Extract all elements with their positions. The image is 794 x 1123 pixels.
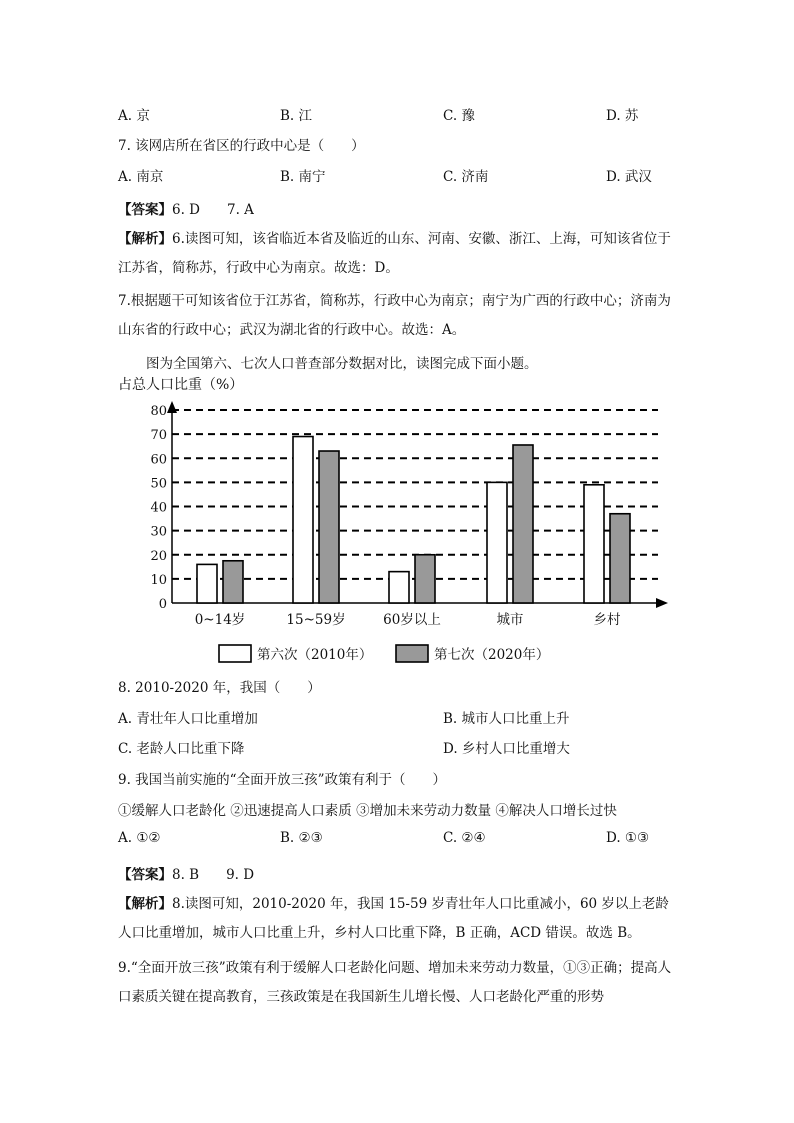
- q9-stem: 9. 我国当前实施的“全面开放三孩”政策有利于（ ）: [118, 772, 446, 788]
- q7-option-a: A. 南京: [118, 169, 164, 185]
- q8-option-b: B. 城市人口比重上升: [443, 711, 570, 727]
- y-tick-label: 20: [150, 548, 167, 564]
- bar-2020: [513, 445, 533, 603]
- y-tick-label: 30: [150, 524, 167, 540]
- chart-intro: 图为全国第六、七次人口普查部分数据对比，读图完成下面小题。: [146, 356, 538, 372]
- analysis-1-paragraph-2: 7.根据题干可知该省位于江苏省，简称苏，行政中心为南京；南宁为广西的行政中心；济南为山东省的行政中心；武汉为湖北省的行政中心。故选：A。: [118, 293, 671, 338]
- q7-option-c: C. 济南: [443, 169, 489, 185]
- bar-2020: [610, 514, 630, 603]
- y-axis-arrow: [167, 401, 177, 413]
- analysis-text: 6.读图可知，该省临近本省及临近的山东、河南、安徽、浙江、上海，可知该省位于江苏省，简称苏，行政中心为南京。故选：D。: [118, 231, 671, 276]
- y-tick-label: 0: [158, 597, 167, 612]
- y-tick-label: 80: [150, 404, 167, 419]
- y-axis-label: 占总人口比重（%）: [118, 377, 244, 393]
- q8-option-a: A. 青壮年人口比重增加: [118, 711, 258, 727]
- q9-option-c: C. ②④: [443, 830, 486, 846]
- bar-2010: [584, 485, 604, 603]
- x-tick-label: 城市: [496, 612, 524, 628]
- x-tick-label: 0~14岁: [194, 612, 246, 628]
- bar-2020: [319, 451, 339, 603]
- y-tick-label: 10: [150, 572, 167, 588]
- y-tick-label: 50: [150, 476, 167, 492]
- legend-swatch-2010: [219, 645, 251, 662]
- y-tick-label: 40: [150, 500, 167, 516]
- legend-label-2020: 第七次（2020年）: [434, 647, 550, 663]
- answer-text: 8. B 9. D: [172, 867, 255, 883]
- x-tick-label: 60岁以上: [383, 612, 441, 628]
- answer-text: 6. D 7. A: [172, 202, 254, 218]
- answer-block-1: [118, 198, 254, 218]
- bar-2010: [197, 564, 217, 603]
- q6-option-c: C. 豫: [443, 108, 475, 124]
- bar-2020: [223, 561, 243, 603]
- bar-2010: [293, 437, 313, 603]
- q9-option-a: A. ①②: [118, 830, 161, 846]
- answer-label: 【答案】: [118, 867, 172, 883]
- q7-stem: 7. 该网店所在省区的行政中心是（ ）: [118, 138, 365, 154]
- analysis-2-paragraph-1: [118, 890, 678, 948]
- population-bar-chart: [118, 375, 678, 675]
- answer-block-2: [118, 863, 254, 883]
- x-tick-label: 乡村: [593, 612, 621, 628]
- q7-option-b: B. 南宁: [280, 169, 326, 185]
- q8-option-d: D. 乡村人口比重增大: [443, 741, 570, 757]
- answer-label: 【答案】: [118, 202, 172, 218]
- legend-swatch-2020: [396, 645, 428, 662]
- q6-option-b: B. 江: [280, 108, 313, 124]
- q9-option-b: B. ②③: [280, 830, 323, 846]
- y-tick-label: 60: [150, 452, 167, 468]
- q6-option-a: A. 京: [118, 108, 150, 124]
- y-tick-label: 70: [150, 428, 167, 444]
- bar-2010: [487, 482, 507, 603]
- analysis-1-paragraph-1: [118, 225, 678, 283]
- legend-label-2010: 第六次（2010年）: [257, 647, 373, 663]
- analysis-label: 【解析】: [118, 896, 172, 912]
- q8-option-c: C. 老龄人口比重下降: [118, 741, 245, 757]
- bar-2010: [389, 572, 409, 603]
- analysis-text: 8.读图可知，2010-2020 年，我国 15-59 岁青壮年人口比重减小，60 岁以上老龄人口比重增加，城市人口比重上升，乡村人口比重下降，B 正确，ACD 错误。故选 B。: [118, 896, 669, 941]
- x-tick-label: 15~59岁: [286, 612, 346, 628]
- analysis-label: 【解析】: [118, 231, 172, 247]
- q6-option-d: D. 苏: [606, 108, 639, 124]
- analysis-2-paragraph-2: 9.“全面开放三孩”政策有利于缓解人口老龄化问题、增加未来劳动力数量，①③正确；提高人口素质关键在提高教育，三孩政策是在我国新生儿增长慢、人口老龄化严重的形势: [118, 960, 672, 1005]
- q9-items: ①缓解人口老龄化 ②迅速提高人口素质 ③增加未来劳动力数量 ④解决人口增长过快: [118, 803, 617, 819]
- q9-option-d: D. ①③: [606, 830, 650, 846]
- x-axis-arrow: [656, 598, 668, 608]
- q7-option-d: D. 武汉: [606, 169, 652, 185]
- bar-2020: [415, 555, 435, 603]
- q8-stem: 8. 2010-2020 年，我国（ ）: [118, 680, 321, 696]
